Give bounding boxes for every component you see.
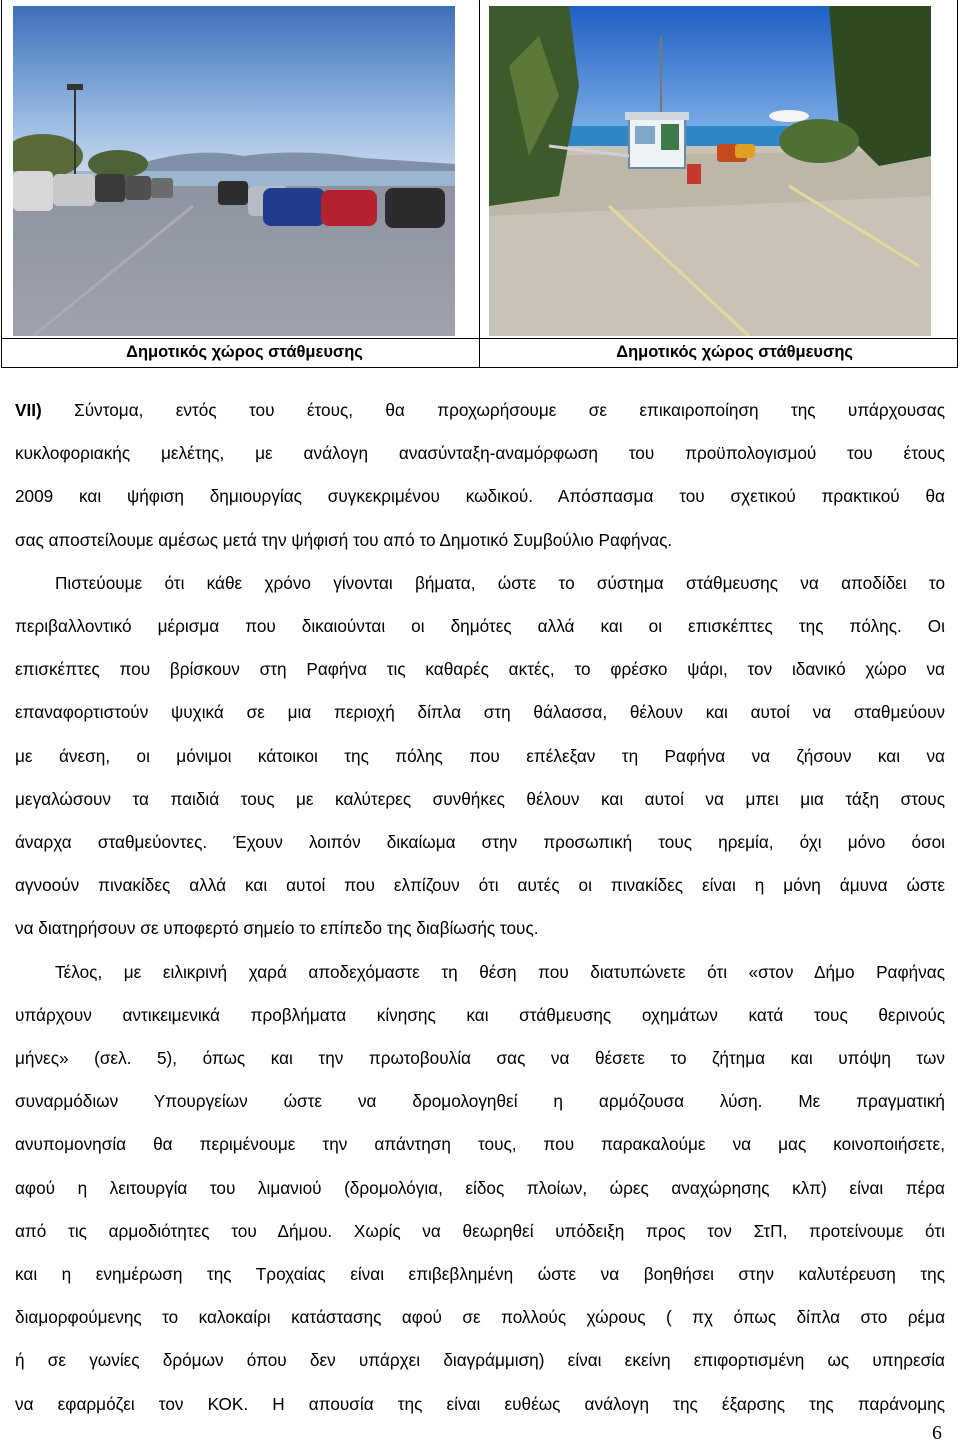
photo-caption-left: Δημοτικός χώρος στάθμευσης (126, 343, 363, 361)
text-line: Πιστεύουμε ότι κάθε χρόνο γίνονται βήματα, ώστε το σύστημα στάθμευσης να αποδίδει το (55, 572, 945, 593)
text-line: μεγαλώσουν τα παιδιά τους με καλύτερες συνθήκες θέλουν και αυτοί να μπει μια τάξη στους (15, 788, 945, 809)
text-line: αφού η λειτουργία του λιμανιού (δρομολόγια, είδος πλοίων, ώρες αναχώρησης κλπ) είναι πέρα (15, 1177, 945, 1198)
text-line: υπάρχουν αντικειμενικά προβλήματα κίνησης και στάθμευσης οχημάτων κατά τους θερινούς (15, 1004, 945, 1025)
text-line: από τις αρμοδιότητες του Δήμου. Χωρίς να θεωρηθεί υπόδειξη προς τον ΣτΠ, προτείνουμε ότι (15, 1220, 945, 1241)
text-line: επαναφορτιστούν ψυχικά σε μια περιοχή δίπλα στη θάλασσα, θέλουν και αυτοί να σταθμεύουν (15, 702, 945, 723)
text-line: να διατηρήσουν σε υποφερτό σημείο το επίπεδο της διαβίωσής τους. (15, 918, 539, 939)
caption-row (1, 338, 958, 368)
photo-table (0, 0, 958, 368)
text-line: Τέλος, με ειλικρινή χαρά αποδεχόμαστε τη θέση που διατυπώνετε ότι «στον Δήμο Ραφήνας (55, 961, 945, 982)
text-line: συναρμόδιων Υπουργείων ώστε να δρομολογηθεί η αρμόζουσα λύση. Με πραγματική (15, 1091, 945, 1112)
parking-lot-photo-left (13, 6, 455, 336)
text-line: ή σε γωνίες δρόμων όπου δεν υπάρχει διαγράμμιση) είναι εκείνη επιφορτισμένη ως υπηρεσία (15, 1350, 945, 1371)
text-line: περιβαλλοντικό μέρισμα που δικαιούνται οι δημότες αλλά και οι επισκέπτες της πόλης. Οι (15, 616, 945, 637)
photo-cell-left (1, 0, 480, 338)
section-label: VII) (15, 400, 42, 420)
text-line: αγνοούν πινακίδες αλλά και αυτοί που ελπίζουν ότι αυτές οι πινακίδες είναι η μόνη άμυνα ώστε (15, 875, 945, 896)
photo-cell-right (479, 0, 958, 338)
text-line: και η ενημέρωση της Τροχαίας είναι επιβεβλημένη ώστε να βοηθήσει στην καλυτέρευση της (15, 1264, 945, 1285)
page-number: 6 (932, 1422, 942, 1444)
text-line: επισκέπτες που βρίσκουν στη Ραφήνα τις καθαρές ακτές, το φρέσκο ψάρι, τον ιδανικό χώρο να (15, 659, 945, 680)
text-line: 2009 και ψήφιση δημιουργίας συγκεκριμένου κωδικού. Απόσπασμα του σχετικού πρακτικού θα (15, 486, 945, 507)
text-line: διαμορφούμενης το καλοκαίρι κατάστασης αφού σε πολλούς χώρους ( πχ όπως δίπλα στο ρέμα (15, 1307, 945, 1328)
text-line: ανυπομονησία θα περιμένουμε την απάντηση τους, που παρακαλούμε να μας κοινοποιήσετε, (15, 1134, 945, 1155)
text-line: μήνες» (σελ. 5), όπως και την πρωτοβουλία σας να θέσετε το ζήτημα και υπόψη των (15, 1048, 945, 1069)
photo-caption-right: Δημοτικός χώρος στάθμευσης (616, 343, 853, 361)
body-text (15, 389, 945, 1426)
parking-lot-photo-right (489, 6, 931, 336)
text-line: σας αποστείλουμε αμέσως μετά την ψήφισή του από το Δημοτικό Συμβούλιο Ραφήνας. (15, 529, 673, 550)
text-line: άναρχα σταθμεύοντες. Έχουν λοιπόν δικαίωμα στην προσωπική τους ηρεμία, όχι μόνο όσοι (15, 832, 945, 853)
text-line: κυκλοφοριακής μελέτης, με ανάλογη ανασύνταξη-αναμόρφωση του προϋπολογισμού του έτους (15, 443, 945, 464)
text-line: VII) Σύντομα, εντός του έτους, θα προχωρήσουμε σε επικαιροποίηση της υπάρχουσας (15, 400, 945, 420)
text-line: να εφαρμόζει τον ΚΟΚ. Η απουσία της είναι ευθέως ανάλογη της έξαρσης της παράνομης (15, 1393, 945, 1414)
text-line: με άνεση, οι μόνιμοι κάτοικοι της πόλης που επέλεξαν τη Ραφήνα να ζήσουν και να (15, 745, 945, 766)
